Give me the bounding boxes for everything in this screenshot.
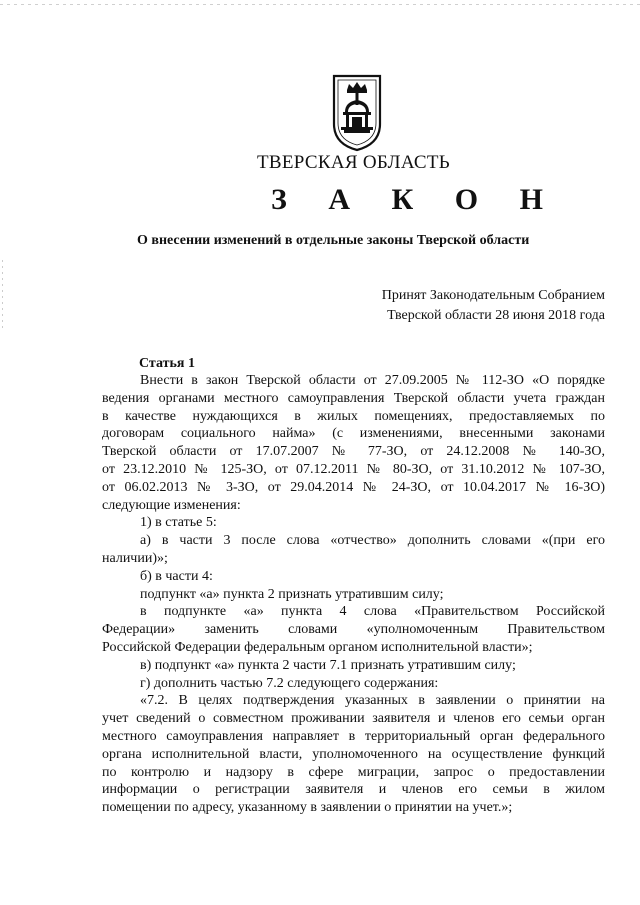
text-line: договорам социального найма» (с изменениями, внесенными законами (102, 426, 605, 442)
text-line: помещении по адресу, указанному в заявлении о принятии на учет.»; (102, 800, 513, 816)
text-line: учет сведений о совместном проживании заявителя и членов его семьи орган (102, 711, 605, 727)
text-line: 1) в статье 5: (140, 515, 217, 531)
adoption-line: Тверской области 28 июня 2018 года (387, 308, 605, 323)
text-line: в подпункте «а» пункта 4 слова «Правительством Российской (140, 604, 605, 620)
text-line: местного самоуправления направляет в территориальный орган федерального (102, 728, 605, 744)
text-line: следующие изменения: (102, 497, 241, 513)
article-body (102, 372, 605, 817)
scan-edge-left (2, 260, 3, 330)
law-title: О внесении изменений в отдельные законы Тверской области (137, 233, 530, 248)
adoption-line: Принят Законодательным Собранием (381, 288, 605, 303)
region-name: ТВЕРСКАЯ ОБЛАСТЬ (257, 152, 450, 173)
text-line: ведения органами местного самоуправления Тверской области учета граждан (102, 390, 605, 406)
text-line: Внести в закон Тверской области от 27.09.2005 № 112-ЗО «О порядке (140, 373, 605, 388)
text-line: в качестве нуждающихся в жилых помещениях, предоставляемых по (102, 408, 605, 424)
text-line: от 06.02.2013 № 3-ЗО, от 29.04.2014 № 24-ЗО, от 10.04.2017 № 16-ЗО) (102, 479, 605, 495)
text-line: г) дополнить частью 7.2 следующего содержания: (140, 675, 439, 691)
adoption-note (382, 286, 605, 326)
law-type-heading: З А К О Н (271, 183, 560, 216)
text-line: Федерации» заменить словами «уполномоченным Правительством (102, 622, 605, 638)
article-heading: Статья 1 (139, 356, 195, 371)
text-line: наличии)»; (102, 550, 168, 566)
text-line: подпункт «а» пункта 2 признать утратившим силу; (140, 586, 444, 602)
text-line: от 23.12.2010 № 125-ЗО, от 07.12.2011 № 80-ЗО, от 31.10.2012 № 107-ЗО, (102, 461, 605, 477)
text-line: по контролю и надзору в сфере миграции, запрос о предоставлении (102, 764, 605, 780)
text-line: Российской Федерации федеральным органом исполнительной власти»; (102, 639, 533, 655)
text-line: «7.2. В целях подтверждения указанных в заявлении о принятии на (140, 693, 605, 709)
text-line: Тверской области от 17.07.2007 № 77-ЗО, от 24.12.2008 № 140-ЗО, (102, 444, 605, 460)
text-line: в) подпункт «а» пункта 2 части 7.1 признать утратившим силу; (140, 657, 516, 673)
text-line: органа исполнительной власти, уполномоченного на осуществление функций (102, 746, 605, 762)
scan-edge-top (0, 4, 640, 5)
text-line: б) в части 4: (140, 568, 213, 584)
text-line: а) в части 3 после слова «отчество» дополнить словами «(при его (140, 533, 605, 549)
coat-of-arms-icon (330, 72, 384, 152)
text-line: информации о регистрации заявителя и членов его семьи в жилом (102, 782, 605, 798)
